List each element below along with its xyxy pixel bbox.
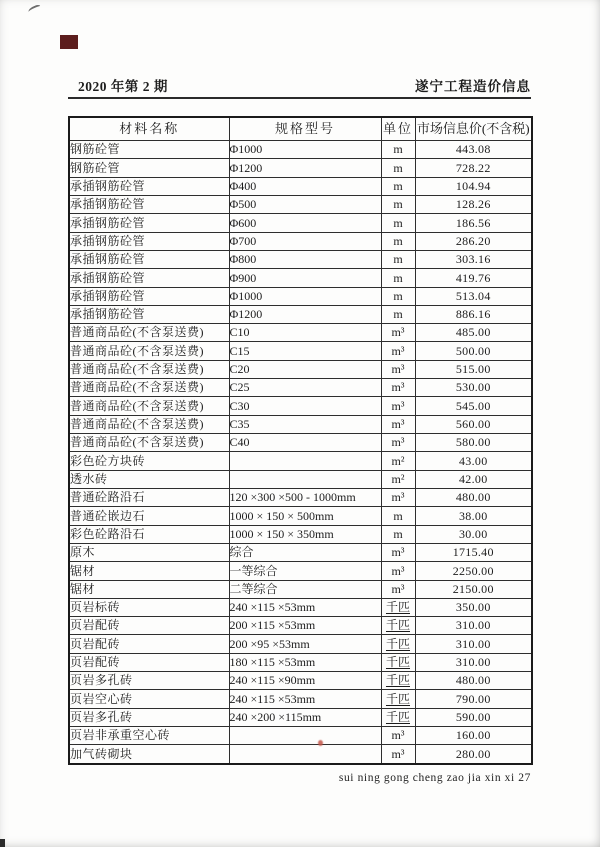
cell-name: 原木 xyxy=(69,543,229,561)
cell-unit: m xyxy=(381,177,415,195)
corner-scan-mark xyxy=(0,839,5,847)
cell-name: 普通砼嵌边石 xyxy=(69,507,229,525)
cell-spec xyxy=(229,727,381,745)
cell-name: 页岩空心砖 xyxy=(69,690,229,708)
cell-spec: Φ1000 xyxy=(229,141,381,159)
cell-spec: Φ400 xyxy=(229,177,381,195)
table-row xyxy=(69,507,532,525)
cell-price: 128.26 xyxy=(415,195,532,213)
cell-unit: m³ xyxy=(381,324,415,342)
cell-spec xyxy=(229,470,381,488)
cell-name: 页岩多孔砖 xyxy=(69,672,229,690)
cell-unit: 千匹 xyxy=(381,598,415,616)
cell-price: 286.20 xyxy=(415,232,532,250)
cell-unit: m xyxy=(381,141,415,159)
cell-unit: m xyxy=(381,159,415,177)
table-row xyxy=(69,177,532,195)
cell-unit: m³ xyxy=(381,434,415,452)
cell-name: 锯材 xyxy=(69,580,229,598)
cell-name: 加气砖砌块 xyxy=(69,745,229,764)
cell-unit: 千匹 xyxy=(381,653,415,671)
cell-spec: C20 xyxy=(229,360,381,378)
cell-spec: 240 ×115 ×90mm xyxy=(229,672,381,690)
cell-price: 560.00 xyxy=(415,415,532,433)
pen-stroke-mark xyxy=(27,4,41,14)
cell-name: 承插钢筋砼管 xyxy=(69,287,229,305)
cell-spec: Φ600 xyxy=(229,214,381,232)
cell-unit: m³ xyxy=(381,397,415,415)
cell-unit: 千匹 xyxy=(381,617,415,635)
cell-price: 1715.40 xyxy=(415,543,532,561)
cell-spec: 综合 xyxy=(229,543,381,561)
cell-spec: Φ700 xyxy=(229,232,381,250)
cell-unit: m³ xyxy=(381,379,415,397)
cell-name: 普通商品砼(不含泵送费) xyxy=(69,415,229,433)
cell-unit: 千匹 xyxy=(381,635,415,653)
cell-price: 310.00 xyxy=(415,617,532,635)
cell-price: 104.94 xyxy=(415,177,532,195)
cell-name: 彩色砼方块砖 xyxy=(69,452,229,470)
cell-name: 普通商品砼(不含泵送费) xyxy=(69,434,229,452)
cell-unit: m³ xyxy=(381,342,415,360)
table-header-row xyxy=(69,117,532,141)
cell-name: 普通商品砼(不含泵送费) xyxy=(69,360,229,378)
cell-unit: m xyxy=(381,250,415,268)
cell-name: 普通商品砼(不含泵送费) xyxy=(69,397,229,415)
cell-price: 886.16 xyxy=(415,305,532,323)
table-row xyxy=(69,488,532,506)
cell-name: 页岩标砖 xyxy=(69,598,229,616)
cell-name: 页岩配砖 xyxy=(69,653,229,671)
cell-unit: m xyxy=(381,287,415,305)
column-header-spec: 规格型号 xyxy=(229,117,381,141)
cell-unit: m³ xyxy=(381,580,415,598)
cell-spec: C25 xyxy=(229,379,381,397)
table-row xyxy=(69,690,532,708)
cell-price: 310.00 xyxy=(415,653,532,671)
cell-price: 160.00 xyxy=(415,727,532,745)
cell-spec: C30 xyxy=(229,397,381,415)
table-row xyxy=(69,324,532,342)
table-row xyxy=(69,580,532,598)
table-row xyxy=(69,470,532,488)
column-header-unit: 单位 xyxy=(381,117,415,141)
cell-name: 页岩非承重空心砖 xyxy=(69,727,229,745)
cell-price: 513.04 xyxy=(415,287,532,305)
table-row xyxy=(69,543,532,561)
red-ink-speck xyxy=(318,740,323,746)
table-row xyxy=(69,452,532,470)
table-row xyxy=(69,672,532,690)
cell-unit: m³ xyxy=(381,727,415,745)
table-row xyxy=(69,562,532,580)
cell-unit: m³ xyxy=(381,415,415,433)
cell-price: 350.00 xyxy=(415,598,532,616)
cell-price: 280.00 xyxy=(415,745,532,764)
cell-price: 443.08 xyxy=(415,141,532,159)
cell-spec: Φ1200 xyxy=(229,305,381,323)
table-row xyxy=(69,653,532,671)
cell-name: 钢筋砼管 xyxy=(69,159,229,177)
cell-spec: 二等综合 xyxy=(229,580,381,598)
cell-spec: 200 ×115 ×53mm xyxy=(229,617,381,635)
cell-unit: m³ xyxy=(381,745,415,764)
cell-name: 承插钢筋砼管 xyxy=(69,269,229,287)
table-row xyxy=(69,635,532,653)
cell-price: 545.00 xyxy=(415,397,532,415)
cell-unit: 千匹 xyxy=(381,690,415,708)
cell-spec: C15 xyxy=(229,342,381,360)
cell-unit: m³ xyxy=(381,360,415,378)
cell-spec: C10 xyxy=(229,324,381,342)
cell-name: 页岩配砖 xyxy=(69,617,229,635)
table-row xyxy=(69,305,532,323)
cell-price: 419.76 xyxy=(415,269,532,287)
cell-unit: 千匹 xyxy=(381,672,415,690)
cell-name: 钢筋砼管 xyxy=(69,141,229,159)
cell-spec: 240 ×115 ×53mm xyxy=(229,690,381,708)
cell-unit: 千匹 xyxy=(381,708,415,726)
column-header-material: 材料名称 xyxy=(69,117,229,141)
material-price-table xyxy=(68,116,533,765)
cell-name: 页岩多孔砖 xyxy=(69,708,229,726)
cell-name: 承插钢筋砼管 xyxy=(69,195,229,213)
cell-name: 承插钢筋砼管 xyxy=(69,232,229,250)
cell-unit: m xyxy=(381,232,415,250)
cell-unit: m³ xyxy=(381,488,415,506)
cell-price: 480.00 xyxy=(415,672,532,690)
table-row xyxy=(69,708,532,726)
table-row xyxy=(69,159,532,177)
table-row xyxy=(69,617,532,635)
cell-price: 43.00 xyxy=(415,452,532,470)
cell-unit: m xyxy=(381,214,415,232)
cell-unit: m xyxy=(381,195,415,213)
cell-name: 彩色砼路沿石 xyxy=(69,525,229,543)
table-row xyxy=(69,214,532,232)
cell-spec: C40 xyxy=(229,434,381,452)
cell-price: 530.00 xyxy=(415,379,532,397)
cell-spec: Φ900 xyxy=(229,269,381,287)
cell-spec: 1000 × 150 × 500mm xyxy=(229,507,381,525)
cell-spec xyxy=(229,452,381,470)
cell-price: 728.22 xyxy=(415,159,532,177)
cell-price: 310.00 xyxy=(415,635,532,653)
header-rule xyxy=(68,97,531,99)
table-row xyxy=(69,745,532,764)
table-row xyxy=(69,415,532,433)
cell-spec xyxy=(229,745,381,764)
cell-unit: m xyxy=(381,305,415,323)
table-row xyxy=(69,397,532,415)
cell-spec: Φ800 xyxy=(229,250,381,268)
cell-unit: m² xyxy=(381,452,415,470)
publication-title: 遂宁工程造价信息 xyxy=(415,79,531,94)
running-header xyxy=(68,75,531,95)
table-row xyxy=(69,434,532,452)
cell-spec: 180 ×115 ×53mm xyxy=(229,653,381,671)
cell-name: 承插钢筋砼管 xyxy=(69,214,229,232)
cell-name: 承插钢筋砼管 xyxy=(69,177,229,195)
table-row xyxy=(69,141,532,159)
cell-spec: 200 ×95 ×53mm xyxy=(229,635,381,653)
cell-unit: m³ xyxy=(381,562,415,580)
cell-spec: Φ1000 xyxy=(229,287,381,305)
cell-name: 普通商品砼(不含泵送费) xyxy=(69,324,229,342)
table-row xyxy=(69,287,532,305)
table-row xyxy=(69,727,532,745)
red-stamp-mark xyxy=(60,35,78,49)
cell-name: 承插钢筋砼管 xyxy=(69,305,229,323)
cell-price: 186.56 xyxy=(415,214,532,232)
cell-price: 30.00 xyxy=(415,525,532,543)
cell-spec: C35 xyxy=(229,415,381,433)
price-table-body xyxy=(69,141,532,765)
cell-name: 透水砖 xyxy=(69,470,229,488)
cell-spec: 一等综合 xyxy=(229,562,381,580)
cell-price: 590.00 xyxy=(415,708,532,726)
cell-name: 普通商品砼(不含泵送费) xyxy=(69,379,229,397)
cell-name: 承插钢筋砼管 xyxy=(69,250,229,268)
cell-price: 580.00 xyxy=(415,434,532,452)
cell-spec: 240 ×115 ×53mm xyxy=(229,598,381,616)
cell-spec: Φ1200 xyxy=(229,159,381,177)
cell-price: 2150.00 xyxy=(415,580,532,598)
table-row xyxy=(69,195,532,213)
cell-price: 515.00 xyxy=(415,360,532,378)
table-row xyxy=(69,360,532,378)
cell-name: 普通砼路沿石 xyxy=(69,488,229,506)
cell-price: 38.00 xyxy=(415,507,532,525)
cell-unit: m xyxy=(381,269,415,287)
cell-price: 303.16 xyxy=(415,250,532,268)
cell-price: 485.00 xyxy=(415,324,532,342)
cell-price: 790.00 xyxy=(415,690,532,708)
cell-name: 页岩配砖 xyxy=(69,635,229,653)
cell-name: 锯材 xyxy=(69,562,229,580)
issue-label: 2020 年第 2 期 xyxy=(78,79,168,94)
cell-price: 42.00 xyxy=(415,470,532,488)
cell-unit: m xyxy=(381,525,415,543)
cell-spec: 120 ×300 ×500 - 1000mm xyxy=(229,488,381,506)
page-number-footer: sui ning gong cheng zao jia xin xi 27 xyxy=(338,772,531,784)
cell-spec: 1000 × 150 × 350mm xyxy=(229,525,381,543)
cell-name: 普通商品砼(不含泵送费) xyxy=(69,342,229,360)
cell-price: 2250.00 xyxy=(415,562,532,580)
table-row xyxy=(69,379,532,397)
table-row xyxy=(69,269,532,287)
table-row xyxy=(69,232,532,250)
cell-spec: Φ500 xyxy=(229,195,381,213)
cell-spec: 240 ×200 ×115mm xyxy=(229,708,381,726)
column-header-price: 市场信息价(不含税) xyxy=(415,117,532,141)
cell-price: 480.00 xyxy=(415,488,532,506)
cell-price: 500.00 xyxy=(415,342,532,360)
table-row xyxy=(69,598,532,616)
cell-unit: m xyxy=(381,507,415,525)
cell-unit: m³ xyxy=(381,543,415,561)
table-row xyxy=(69,525,532,543)
table-row xyxy=(69,250,532,268)
cell-unit: m² xyxy=(381,470,415,488)
table-row xyxy=(69,342,532,360)
